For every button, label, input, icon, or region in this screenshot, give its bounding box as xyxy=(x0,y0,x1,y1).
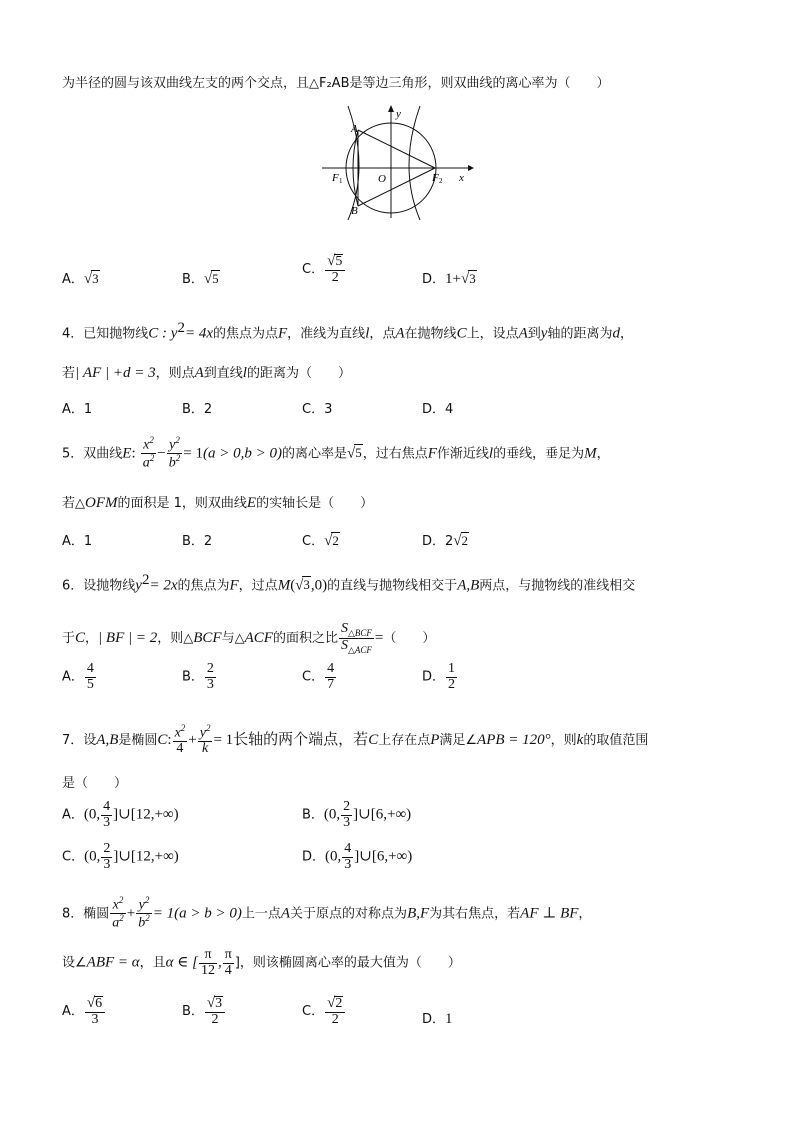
q5-option-a[interactable]: A．1 xyxy=(62,534,93,549)
math: ACF xyxy=(244,630,273,647)
hyperbola-figure xyxy=(318,104,478,222)
frac-den: 3 xyxy=(344,856,352,872)
option-letter: B． xyxy=(182,669,204,685)
text: ，过右焦点 xyxy=(362,446,428,462)
q3-option-c[interactable]: C． $\frac{√5}{2}$ xyxy=(302,254,346,285)
option-value: 1+ xyxy=(445,271,461,287)
text: 为其右焦点，若 xyxy=(429,906,521,922)
text: 7．设 xyxy=(62,733,97,749)
q5-option-c[interactable]: C．√2 xyxy=(302,533,339,549)
option-letter: B． xyxy=(182,1004,204,1020)
text: 到直线 xyxy=(203,366,243,381)
text: 是椭圆 xyxy=(118,733,158,749)
option-root: 3 xyxy=(469,271,476,286)
text: = 1长轴的两个端点，若 xyxy=(213,732,369,749)
text: ， xyxy=(85,631,99,647)
text: 上一点 xyxy=(241,906,281,922)
label-F2: F xyxy=(432,172,439,184)
option-letter: C． xyxy=(62,849,85,865)
frac-den: 2 xyxy=(331,1011,339,1027)
q8-option-b[interactable]: B． $\frac{√3}{2}$ xyxy=(182,996,226,1027)
text: 轴的距离为 xyxy=(547,326,613,342)
frac-den: 3 xyxy=(206,676,214,692)
option-letter: C． xyxy=(302,262,325,278)
q6-option-c[interactable] xyxy=(302,662,337,692)
q5-option-b[interactable]: B．2 xyxy=(182,534,213,549)
math: | BF | = 2 xyxy=(98,630,158,647)
text: 与△ xyxy=(221,631,245,647)
q7-option-b[interactable] xyxy=(302,800,411,830)
text: 的直线与抛物线相交于 xyxy=(327,578,458,594)
frac-den: 3 xyxy=(103,856,111,872)
option-post: ]∪[6,+∞) xyxy=(354,848,413,865)
frac-num: 4 xyxy=(103,799,111,814)
option-letter: B． xyxy=(302,807,324,823)
frac-den: 2 xyxy=(211,1011,219,1027)
question-5-line-1: 5．双曲线E: $\frac{x^2}{a^2}$ − $\frac{y^2}{b^2}$ = 1(a > 0,b > 0)的离心率是√5，过右焦点F作渐近线l的垂线，垂足为M， xyxy=(62,435,610,471)
text: 的焦点为点 xyxy=(212,326,278,342)
math: A,B xyxy=(457,577,480,594)
text: 满足∠ xyxy=(439,733,478,749)
q7-option-a[interactable] xyxy=(62,800,179,830)
option-letter: D． xyxy=(422,1012,446,1027)
frac-num: 1 xyxy=(448,661,456,676)
text: 关于原点的对称点为 xyxy=(290,906,408,922)
text: 的取值范围 xyxy=(583,733,649,749)
question-3-text: 为半径的圆与该双曲线左支的两个交点，且△F₂AB是等边三角形，则双曲线的离心率为（ ） xyxy=(62,76,610,91)
math: α ∈ [ xyxy=(165,954,198,971)
text: ，则 xyxy=(550,733,577,749)
label-F1: F xyxy=(332,172,339,184)
option-letter: D． xyxy=(302,849,326,865)
option-letter: A． xyxy=(62,807,84,823)
math: (a > 0,b > 0) xyxy=(202,445,282,462)
math: = 4x xyxy=(184,325,213,342)
math: B,F xyxy=(407,905,430,922)
frac-num: 4 xyxy=(327,661,335,676)
math: E xyxy=(246,495,257,511)
text: ，则点 xyxy=(155,366,195,381)
q3-option-a[interactable]: A．√3 xyxy=(62,271,99,287)
question-7-line-1: 7．设A,B是椭圆C: $\frac{x^2}{4}$ + $\frac{y^2}{k}$ = 1长轴的两个端点，若C上存在点P满足∠APB = 120°，则k的取值范围 xyxy=(62,723,649,757)
option-letter: D． xyxy=(422,669,446,685)
option-pre: (0, xyxy=(83,806,101,823)
option-pre: (0, xyxy=(323,806,341,823)
text: 5．双曲线 xyxy=(62,446,123,462)
frac-num: 2 xyxy=(343,799,351,814)
math: y xyxy=(540,325,548,342)
math: = 1(a > b > 0) xyxy=(152,905,242,922)
option-letter: D． xyxy=(422,272,446,287)
math: = 2x xyxy=(149,577,178,594)
text: 6．设抛物线 xyxy=(62,578,136,594)
label-y: y xyxy=(396,108,401,120)
text: ，点 xyxy=(369,326,396,342)
question-6-line-1: 6．设抛物线$y^2= 2x$的焦点为F，过点M(√3,0)的直线与抛物线相交于A,B两点，与抛物线的准线相交 xyxy=(62,572,636,594)
q6-option-b[interactable] xyxy=(182,662,217,692)
option-value: 1 xyxy=(445,1011,453,1027)
q7-option-c[interactable] xyxy=(62,842,179,872)
q4-option-d[interactable]: D．4 xyxy=(422,402,454,417)
q7-option-d[interactable] xyxy=(302,842,412,872)
label-F2-sub: 2 xyxy=(439,177,443,185)
math: l xyxy=(365,325,370,342)
text: 上存在点 xyxy=(378,733,431,749)
frac-den: 2 xyxy=(448,676,456,692)
frac-num: 6 xyxy=(95,996,103,1011)
frac-num: 4 xyxy=(86,661,94,676)
frac-den: 3 xyxy=(91,1011,99,1027)
math: F xyxy=(278,325,288,342)
text: 的垂线，垂足为 xyxy=(493,446,585,462)
q5-option-d[interactable]: D．2√2 xyxy=(422,533,469,549)
option-letter: C． xyxy=(302,669,325,685)
question-4-line-2 xyxy=(62,362,351,382)
text: 两点，与抛物线的准线相交 xyxy=(479,578,636,594)
frac-num: 2 xyxy=(103,841,111,856)
label-x: x xyxy=(459,172,464,184)
text: 若△ xyxy=(62,496,85,511)
label-B: B xyxy=(351,205,358,217)
text: 若 xyxy=(62,366,76,381)
frac-num: 2 xyxy=(335,996,343,1011)
math: A xyxy=(395,325,405,342)
option-post: ]∪[6,+∞) xyxy=(353,806,412,823)
math: APB = 120° xyxy=(477,732,551,749)
option-letter: C． xyxy=(302,534,325,549)
question-4-line-1: 4．已知抛物线C : $y^2= 4x$的焦点为点F，准线为直线l，点A在抛物线C上，设点A到y轴的距离为d， xyxy=(62,320,633,342)
math: M xyxy=(584,445,597,462)
question-8-line-2: 设∠ABF = α，且α ∈ [ $\frac{\pi}{12}$ , $\frac{\pi}{4}$ ]，则该椭圆离心率的最大值为（ ） xyxy=(62,947,461,978)
text: 的实轴长是（ ） xyxy=(256,496,374,511)
text: ，且 xyxy=(139,955,166,971)
math: d xyxy=(612,325,620,342)
q3-option-d[interactable]: D．1+√3 xyxy=(422,271,476,287)
text: 的面积是 1，则双曲线 xyxy=(117,496,247,511)
option-post: ]∪[12,+∞) xyxy=(113,848,179,865)
text: 的离心率是 xyxy=(281,446,347,462)
math: P xyxy=(430,732,440,749)
question-6-line-2: 于C，| BF | = 2，则△BCF与△ACF的面积之比 $\frac{S_{\triangle BCF}}{S_{\triangle ACF}}$ =（ ） xyxy=(62,621,436,656)
option-pre: (0, xyxy=(84,848,101,865)
option-letter: D．2 xyxy=(422,534,454,549)
math: C xyxy=(456,325,467,342)
text: ， xyxy=(619,326,633,342)
math: AF ⊥ BF xyxy=(520,905,579,922)
frac-num: 4 xyxy=(344,841,352,856)
text: ，准线为直线 xyxy=(287,326,366,342)
option-letter: B． xyxy=(182,272,204,287)
text: 作渐近线 xyxy=(436,446,489,462)
math: k xyxy=(576,732,584,749)
question-7-line-2 xyxy=(62,772,127,791)
option-letter: A． xyxy=(62,272,84,287)
text: 上，设点 xyxy=(466,326,519,342)
q8-option-a[interactable]: A． $\frac{√6}{3}$ xyxy=(62,996,106,1027)
text: ]，则该椭圆离心率的最大值为（ ） xyxy=(234,955,461,971)
math: E xyxy=(122,445,132,462)
text: 在抛物线 xyxy=(404,326,457,342)
option-value: 3 xyxy=(92,271,99,286)
question-8-line-1: 8．椭圆 $\frac{x^2}{a^2}$ + $\frac{y^2}{b^2}$ = 1(a > b > 0)上一点A关于原点的对称点为B,F为其右焦点，若AF ⊥ BF， xyxy=(62,895,592,931)
option-letter: A． xyxy=(62,1004,84,1020)
frac-den: 5 xyxy=(86,676,94,692)
frac-num: 2 xyxy=(206,661,214,676)
option-letter: A． xyxy=(62,669,84,685)
math: ABF = α xyxy=(86,954,140,971)
q4-option-a[interactable]: A．1 xyxy=(62,402,93,417)
frac-den: 3 xyxy=(343,814,351,830)
math: C : y xyxy=(148,325,178,342)
text: 8．椭圆 xyxy=(62,906,110,922)
frac-den: 2 xyxy=(331,269,339,285)
option-pre: (0, xyxy=(325,848,342,865)
option-post: ]∪[12,+∞) xyxy=(113,806,179,823)
frac-num: 5 xyxy=(335,254,343,269)
frac-den: 3 xyxy=(103,814,111,830)
option-value: 5 xyxy=(212,271,219,286)
text: 的面积之比 xyxy=(272,631,338,647)
q8-option-c[interactable]: C． $\frac{√2}{2}$ xyxy=(302,996,346,1027)
question-3-stem xyxy=(62,72,610,91)
label-O: O xyxy=(378,173,386,185)
frac-num: 3 xyxy=(215,996,223,1011)
math: A xyxy=(194,365,204,381)
label-A: A xyxy=(351,123,358,135)
math: l xyxy=(242,365,247,381)
label-F1-sub: 1 xyxy=(339,177,343,185)
q4-option-b[interactable]: B．2 xyxy=(182,402,213,417)
question-5-line-2 xyxy=(62,492,373,512)
math: | AF | +d = 3 xyxy=(75,365,156,381)
option-letter: C． xyxy=(302,1004,325,1020)
text: ，过点 xyxy=(238,578,278,594)
math: A xyxy=(518,325,528,342)
q4-option-c[interactable]: C．3 xyxy=(302,402,333,417)
text: 的焦点为 xyxy=(177,578,230,594)
text: 的距离为（ ） xyxy=(246,366,351,381)
text: （ ） xyxy=(383,631,436,647)
math: OFM xyxy=(85,495,118,511)
text: 设∠ xyxy=(62,955,87,971)
text: 到 xyxy=(527,326,541,342)
text: 于 xyxy=(62,631,76,647)
text: ，则△ xyxy=(157,631,194,647)
q8-option-d[interactable] xyxy=(422,1008,453,1028)
math: BCF xyxy=(193,630,222,647)
q6-option-a[interactable] xyxy=(62,662,97,692)
text: 是（ ） xyxy=(62,776,128,791)
frac-den: 7 xyxy=(327,676,335,692)
text: 4．已知抛物线 xyxy=(62,326,149,342)
q6-option-d[interactable] xyxy=(422,662,458,692)
q3-option-b[interactable]: B．√5 xyxy=(182,271,219,287)
